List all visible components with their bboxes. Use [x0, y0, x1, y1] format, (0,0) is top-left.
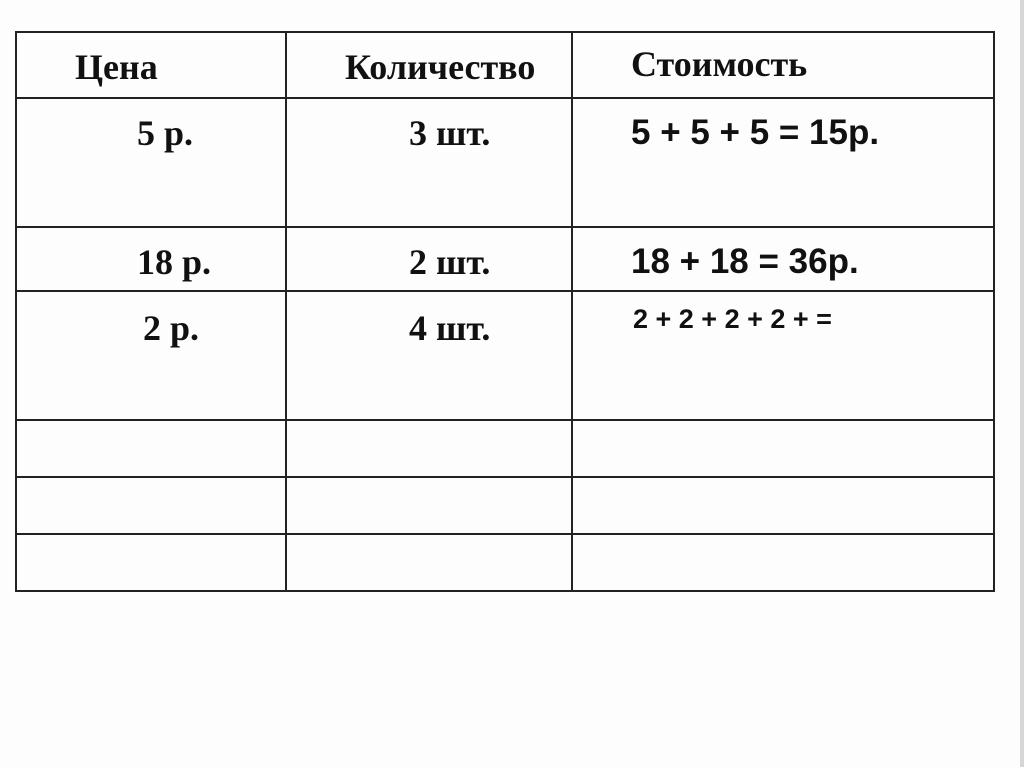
- cost-expression: 18 + 18 = 36р.: [631, 242, 859, 281]
- price-value: 5 р.: [137, 113, 194, 153]
- quantity-cell: [286, 477, 572, 534]
- price-value: 2 р.: [143, 308, 200, 348]
- table-row: [16, 534, 994, 591]
- cost-expression: 2 + 2 + 2 + 2 + =: [633, 304, 832, 334]
- price-value: 18 р.: [137, 242, 212, 282]
- cost-expression: 5 + 5 + 5 = 15р.: [631, 113, 880, 152]
- price-cell: [16, 420, 286, 477]
- quantity-value: 2 шт.: [409, 242, 491, 282]
- table-row: [16, 98, 994, 227]
- quantity-value: 3 шт.: [409, 113, 491, 153]
- table-header-row: [16, 32, 994, 98]
- price-cell: [16, 227, 286, 291]
- quantity-cell: [286, 534, 572, 591]
- cost-cell: [572, 98, 994, 227]
- header-price: [16, 32, 286, 98]
- price-cell: [16, 534, 286, 591]
- cost-cell: [572, 291, 994, 420]
- cost-cell: [572, 420, 994, 477]
- table-row: [16, 227, 994, 291]
- header-cost-label: Стоимость: [631, 44, 808, 84]
- header-cost: [572, 32, 994, 98]
- table-row: [16, 420, 994, 477]
- cost-cell: [572, 227, 994, 291]
- quantity-value: 4 шт.: [409, 308, 491, 348]
- slide-edge: [1020, 0, 1024, 767]
- quantity-cell: [286, 291, 572, 420]
- price-cell: [16, 98, 286, 227]
- quantity-cell: [286, 98, 572, 227]
- cost-cell: [572, 477, 994, 534]
- cost-cell: [572, 534, 994, 591]
- price-cell: [16, 477, 286, 534]
- quantity-cell: [286, 420, 572, 477]
- header-quantity-label: Количество: [345, 47, 536, 87]
- price-cell: [16, 291, 286, 420]
- quantity-cell: [286, 227, 572, 291]
- header-price-label: Цена: [75, 47, 158, 87]
- header-quantity: [286, 32, 572, 98]
- table-row: [16, 477, 994, 534]
- table-row: [16, 291, 994, 420]
- price-quantity-cost-table: [15, 31, 995, 592]
